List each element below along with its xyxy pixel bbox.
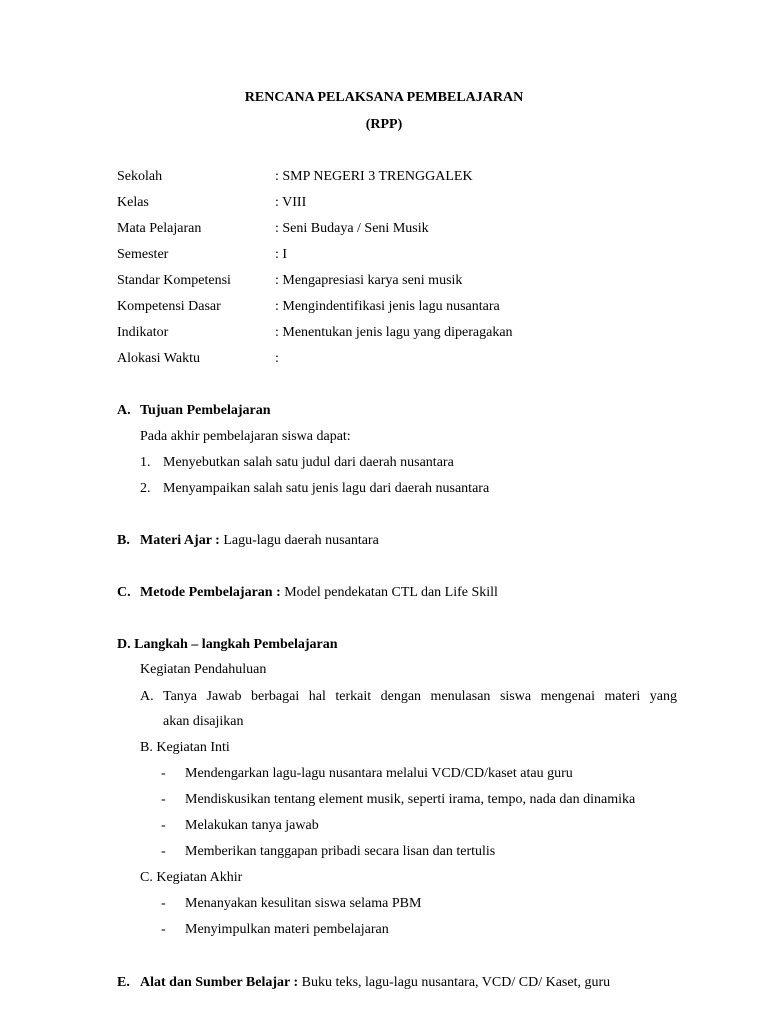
- identity-value-alokasi: :: [275, 351, 279, 366]
- section-a-item-num: 1.: [140, 455, 151, 470]
- section-c-line: [140, 584, 498, 602]
- section-d-a-line1: Tanya Jawab berbagai hal terkait dengan menulasan siswa mengenai materi yang: [163, 689, 677, 704]
- section-a-letter: A.: [117, 403, 131, 418]
- identity-value-sekolah: : SMP NEGERI 3 TRENGGALEK: [275, 169, 473, 184]
- identity-value-indikator: : Menentukan jenis lagu yang diperagakan: [275, 325, 513, 340]
- section-e-line: [140, 974, 610, 992]
- identity-value-kd: : Mengindentifikasi jenis lagu nusantara: [275, 299, 500, 314]
- identity-value-mapel: : Seni Budaya / Seni Musik: [275, 221, 429, 236]
- section-d-b-label: B. Kegiatan Inti: [140, 740, 230, 755]
- doc-title: RENCANA PELAKSANA PEMBELAJARAN: [244, 90, 524, 105]
- section-a-item-text: Menyebutkan salah satu judul dari daerah nusantara: [163, 455, 454, 470]
- section-c-text: Model pendekatan CTL dan Life Skill: [284, 585, 498, 600]
- identity-label-indikator: Indikator: [117, 325, 169, 340]
- dash-bullet: -: [161, 896, 166, 911]
- section-a-intro: Pada akhir pembelajaran siswa dapat:: [140, 429, 351, 444]
- dash-bullet: -: [161, 766, 166, 781]
- section-d-a-line2: akan disajikan: [163, 714, 244, 729]
- dash-bullet: -: [161, 922, 166, 937]
- dash-bullet: -: [161, 792, 166, 807]
- section-d-c-label: C. Kegiatan Akhir: [140, 870, 243, 885]
- section-b-text: Lagu-lagu daerah nusantara: [223, 533, 379, 548]
- identity-label-semester: Semester: [117, 247, 169, 262]
- dash-bullet: -: [161, 818, 166, 833]
- inti-item: Mendengarkan lagu-lagu nusantara melalui VCD/CD/kaset atau guru: [185, 766, 573, 781]
- inti-item: Mendiskusikan tentang element musik, seperti irama, tempo, nada dan dinamika: [185, 792, 636, 807]
- section-b-letter: B.: [117, 533, 130, 548]
- identity-label-kelas: Kelas: [117, 195, 149, 210]
- section-a-title: Tujuan Pembelajaran: [140, 403, 271, 418]
- section-c-title: Metode Pembelajaran :: [140, 585, 281, 600]
- inti-item: Memberikan tanggapan pribadi secara lisan dan tertulis: [185, 844, 496, 859]
- section-e-title: Alat dan Sumber Belajar :: [140, 975, 299, 990]
- section-e-text: Buku teks, lagu-lagu nusantara, VCD/ CD/ Kaset, guru: [301, 975, 611, 990]
- identity-label-sekolah: Sekolah: [117, 169, 163, 184]
- akhir-item: Menanyakan kesulitan siswa selama PBM: [185, 896, 422, 911]
- section-b-title: Materi Ajar :: [140, 533, 220, 548]
- section-b-line: [140, 532, 379, 550]
- identity-label-alokasi: Alokasi Waktu: [117, 351, 200, 366]
- section-d-pendahuluan: Kegiatan Pendahuluan: [140, 662, 267, 677]
- doc-subtitle: (RPP): [365, 117, 403, 132]
- identity-label-sk: Standar Kompetensi: [117, 273, 231, 288]
- akhir-item: Menyimpulkan materi pembelajaran: [185, 922, 389, 937]
- section-d-a-letter: A.: [140, 689, 154, 704]
- identity-label-mapel: Mata Pelajaran: [117, 221, 202, 236]
- dash-bullet: -: [161, 844, 166, 859]
- identity-label-kd: Kompetensi Dasar: [117, 299, 221, 314]
- section-a-item-text: Menyampaikan salah satu jenis lagu dari daerah nusantara: [163, 481, 490, 496]
- identity-value-sk: : Mengapresiasi karya seni musik: [275, 273, 463, 288]
- section-e-letter: E.: [117, 975, 130, 990]
- inti-item: Melakukan tanya jawab: [185, 818, 319, 833]
- identity-value-kelas: : VIII: [275, 195, 307, 210]
- identity-value-semester: : I: [275, 247, 288, 262]
- section-c-letter: C.: [117, 585, 131, 600]
- section-d-title: D. Langkah – langkah Pembelajaran: [117, 637, 338, 652]
- section-a-item-num: 2.: [140, 481, 151, 496]
